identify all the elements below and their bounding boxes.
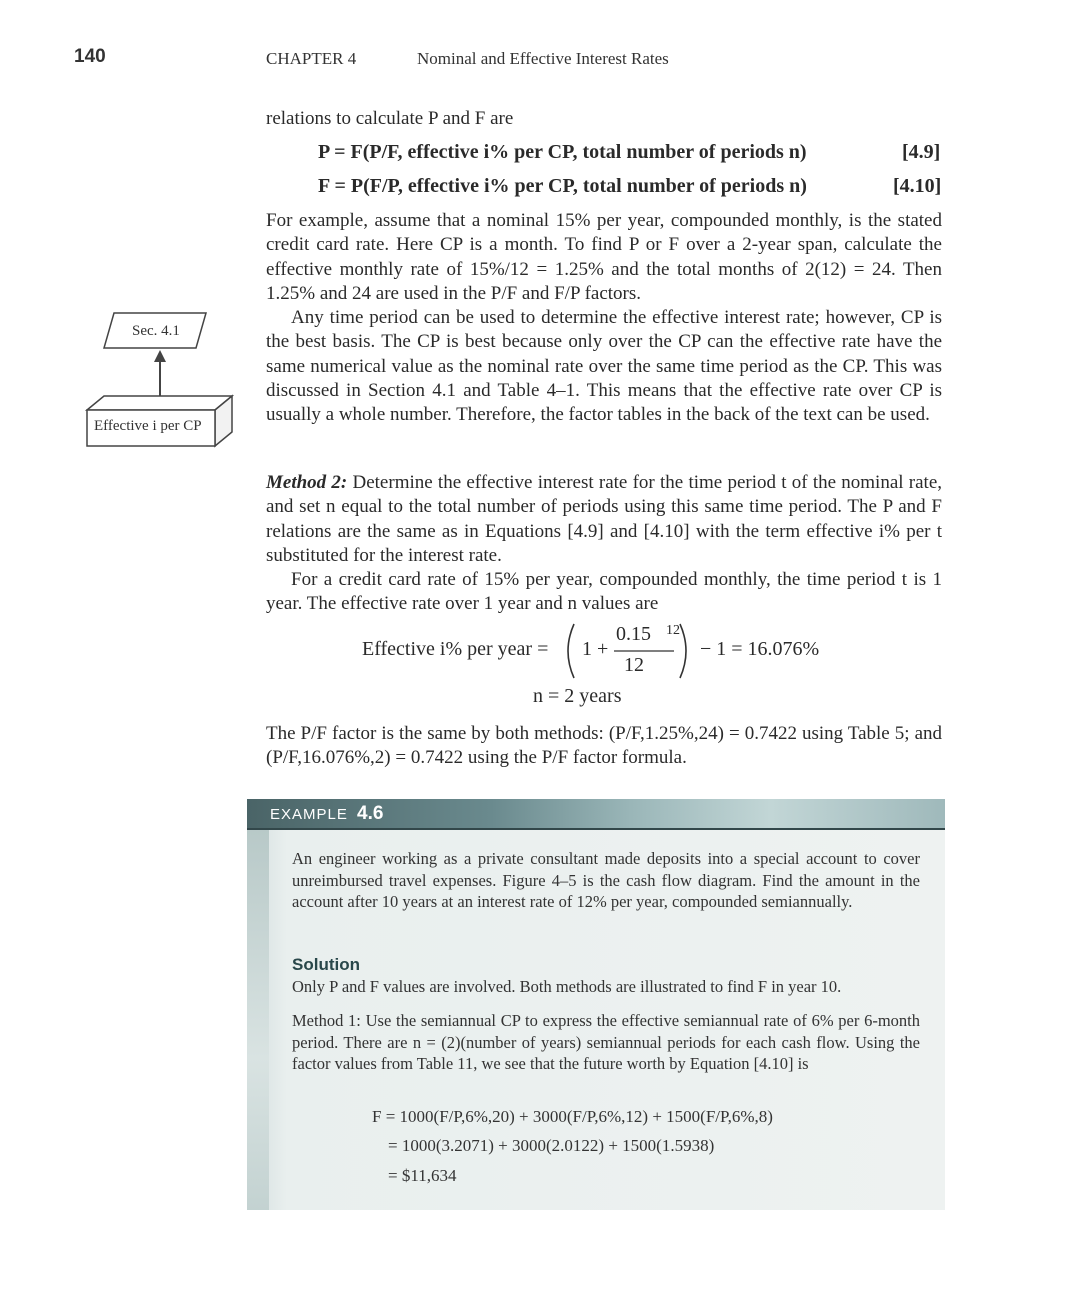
method2-label: Method 2: — [266, 472, 348, 493]
calc-line-3: = $11,634 — [388, 1166, 457, 1185]
formula-one: 1 — [582, 638, 592, 660]
example-label: EXAMPLE — [270, 806, 348, 823]
formula-rhs: − 1 = 16.076% — [700, 638, 820, 660]
calc-line-1: F = 1000(F/P,6%,20) + 3000(F/P,6%,12) + 1500(F/P,6%,8) — [372, 1107, 773, 1126]
page-number: 140 — [74, 46, 106, 67]
formula-numerator: 0.15 — [616, 623, 651, 645]
equation-number-4-9: [4.9] — [902, 141, 941, 163]
formula-lhs: Effective i% per year = — [362, 638, 549, 660]
formula-denominator: 12 — [624, 654, 644, 676]
method1-paragraph: Method 1: Use the semiannual CP to express the effective semiannual rate of 6% per 6-month period. There are n = (2)(number of years) semiannual periods for each cash flow. Using the factor values from Table 11, we see that the future worth by Equation [4.10] is — [292, 1011, 920, 1074]
formula-n-line: n = 2 years — [533, 685, 622, 707]
paragraph-cp-basis: Any time period can be used to determine the effective interest rate; however, CP is the best basis. The CP is best because only over the CP can the effective rate have the same numerical value as the nominal rate over the same time period as the CP. This was discussed in Section 4.1 and Table 4–1. This means that the effective rate over CP is usually a whole number. Therefore, the factor tables in the back of the text can be used. — [266, 307, 942, 426]
example-side-stripe — [247, 830, 269, 1210]
method2-text: Determine the effective interest rate for the time period t of the nominal rate, and set n equal to the total number of periods using this same time period. The P and F relations are the same as in Equations [4.9] and [4.10] with the term effective i% per t substituted for the interest rate. — [266, 472, 943, 566]
solution-heading: Solution — [292, 955, 360, 974]
chapter-title: Nominal and Effective Interest Rates — [417, 49, 669, 68]
equation-number-4-10: [4.10] — [893, 175, 942, 197]
method2-credit-card-paragraph: For a credit card rate of 15% per year, compounded monthly, the time period t is 1 year. The effective rate over 1 year and n values are — [266, 569, 942, 615]
pf-factor-paragraph: The P/F factor is the same by both methods: (P/F,1.25%,24) = 0.7422 using Table 5; and (P/F,16.076%,2) = 0.7422 using the P/F factor formula. — [266, 723, 942, 769]
method2-paragraph — [266, 471, 942, 568]
margin-note-section-ref: Sec. 4.1 — [132, 323, 180, 339]
intro-line: relations to calculate P and F are — [266, 108, 514, 129]
example-header-band — [247, 799, 945, 830]
formula-plus: + — [597, 638, 609, 660]
chapter-label: CHAPTER 4 — [266, 49, 357, 68]
margin-note-effective-i: Effective i per CP — [94, 418, 202, 434]
calc-line-2: = 1000(3.2071) + 3000(2.0122) + 1500(1.5938) — [388, 1136, 715, 1155]
solution-line: Only P and F values are involved. Both methods are illustrated to find F in year 10. — [292, 977, 842, 996]
equation-4-9: P = F(P/F, effective i% per CP, total number of periods n) — [318, 141, 807, 163]
paragraph-example: For example, assume that a nominal 15% per year, compounded monthly, is the stated credit card rate. Here CP is a month. To find P or F over a 2-year span, calculate the effective monthly rate of 15%/12 = 1.25% and the total months of 2(12) = 24. Then 1.25% and 24 are used in the P/F and F/P factors. — [266, 210, 942, 304]
formula-exponent: 12 — [666, 623, 680, 638]
example-problem: An engineer working as a private consultant made deposits into a special account to cover unreimbursed travel expenses. Figure 4–5 is the cash flow diagram. Find the amount in the account after 10 years at an interest rate of 12% per year, compounded semiannually. — [292, 849, 920, 912]
example-number: 4.6 — [357, 803, 384, 824]
equation-4-10: F = P(F/P, effective i% per CP, total number of periods n) — [318, 175, 807, 197]
